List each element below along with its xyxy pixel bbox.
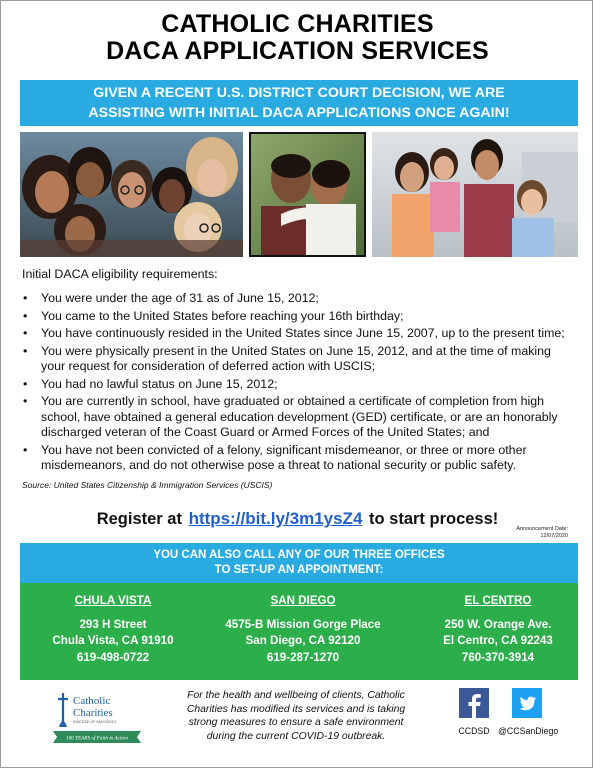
list-item: • You have not been convicted of a felony, significant misdemeanor, or three or more other misdemeanors, and do not otherwise pose a threat to national security or public safety.: [23, 442, 527, 472]
list-item: • You were under the age of 31 as of June 15, 2012;: [23, 291, 319, 305]
registration-link[interactable]: https://bit.ly/3m1ysZ4: [188, 509, 363, 528]
office-phone: 619-498-0722: [76, 650, 150, 664]
office-phone: 619-287-1270: [266, 650, 340, 664]
offices-header: YOU CAN ALSO CALL ANY OF OUR THREE OFFICES TO SET-UP AN APPOINTMENT:: [20, 543, 578, 583]
catholic-charities-logo: [51, 687, 143, 747]
register-prefix: Register at: [96, 510, 182, 528]
announcement-value: 12/07/2020: [540, 533, 568, 539]
logo-diocese: DIOCESE OF SAN DIEGO: [73, 720, 117, 724]
announcement-label: Announcement Date:: [516, 526, 568, 532]
offices-list: [20, 583, 578, 680]
office-san-diego: [208, 583, 398, 666]
bullet-icon: •: [23, 291, 28, 305]
logo-name-line-1: Catholic: [73, 695, 111, 707]
office-chula-vista: [28, 583, 198, 666]
source-citation: Source: United States Citizenship & Immigration Services (USCIS): [22, 480, 273, 490]
twitter-handle: @CCSanDiego: [498, 726, 559, 736]
bullet-icon: •: [23, 442, 28, 457]
office-street: 4575-B Mission Gorge Place: [225, 617, 381, 631]
logo-name-line-2: Charities: [73, 707, 113, 719]
logo-ribbon-text: 100 YEARS of Faith in Action: [65, 735, 129, 742]
facebook-handle: CCDSD: [458, 726, 490, 736]
offices-panel: [20, 543, 578, 680]
office-name: SAN DIEGO: [270, 594, 336, 607]
bullet-icon: •: [23, 394, 28, 408]
list-item: • You were physically present in the United States on June 15, 2012, and at the time of making your request for consideration of deferred action with USCIS;: [23, 343, 551, 373]
photo-group-of-young-people: [20, 132, 243, 257]
twitter-icon[interactable]: [512, 688, 542, 718]
banner-line-2: ASSISTING WITH INITIAL DACA APPLICATIONS ONCE AGAIN!: [88, 105, 510, 121]
court-decision-banner: [20, 80, 578, 126]
list-item: • You are currently in school, have graduated or obtained a certificate of completion from high school, have obtained a general education development (GED) certificate, or are an honorably discharged veteran of the Coast Guard or Armed Forces of the United States; and: [23, 394, 558, 439]
eligibility-intro: Initial DACA eligibility requirements:: [22, 267, 218, 281]
facebook-icon[interactable]: [459, 688, 489, 718]
bullet-icon: •: [23, 308, 28, 323]
title-line-2: DACA APPLICATION SERVICES: [106, 37, 489, 65]
office-el-centro: [418, 583, 578, 666]
register-suffix: to start process!: [369, 510, 499, 528]
eligibility-requirements-list: [22, 291, 567, 476]
office-name: CHULA VISTA: [74, 594, 152, 607]
bullet-icon: •: [23, 326, 28, 340]
title-line-1: CATHOLIC CHARITIES: [161, 10, 434, 38]
office-phone: 760-370-3914: [461, 650, 535, 664]
facebook-link[interactable]: [445, 688, 503, 736]
photo-father-hugging-daughter: [249, 132, 366, 257]
office-city: El Centro, CA 92243: [443, 634, 553, 647]
list-item: • You had no lawful status on June 15, 2012;: [23, 376, 278, 391]
office-city: San Diego, CA 92120: [245, 634, 361, 647]
register-line: [1, 509, 594, 529]
announcement-date: [516, 526, 568, 540]
office-street: 250 W. Orange Ave.: [444, 617, 552, 631]
office-name: EL CENTRO: [464, 594, 532, 607]
list-item: • You came to the United States before reaching your 16th birthday;: [23, 308, 404, 323]
bullet-icon: •: [23, 343, 28, 358]
photo-family-of-four: [372, 132, 578, 257]
twitter-link[interactable]: [498, 688, 559, 736]
flyer-title: [1, 11, 594, 65]
covid-notice: For the health and wellbeing of clients, Catholic Charities has modified its services and is taking strong measures to ensure a safe environment during the current COVID-19 outbreak.: [186, 690, 406, 742]
office-street: 293 H Street: [79, 617, 147, 631]
list-item: • You have continuously resided in the United States since June 15, 2007, up to the present time;: [23, 326, 565, 340]
office-city: Chula Vista, CA 91910: [52, 634, 174, 647]
bullet-icon: •: [23, 376, 28, 391]
banner-line-1: GIVEN A RECENT U.S. DISTRICT COURT DECISION, WE ARE: [93, 85, 505, 101]
